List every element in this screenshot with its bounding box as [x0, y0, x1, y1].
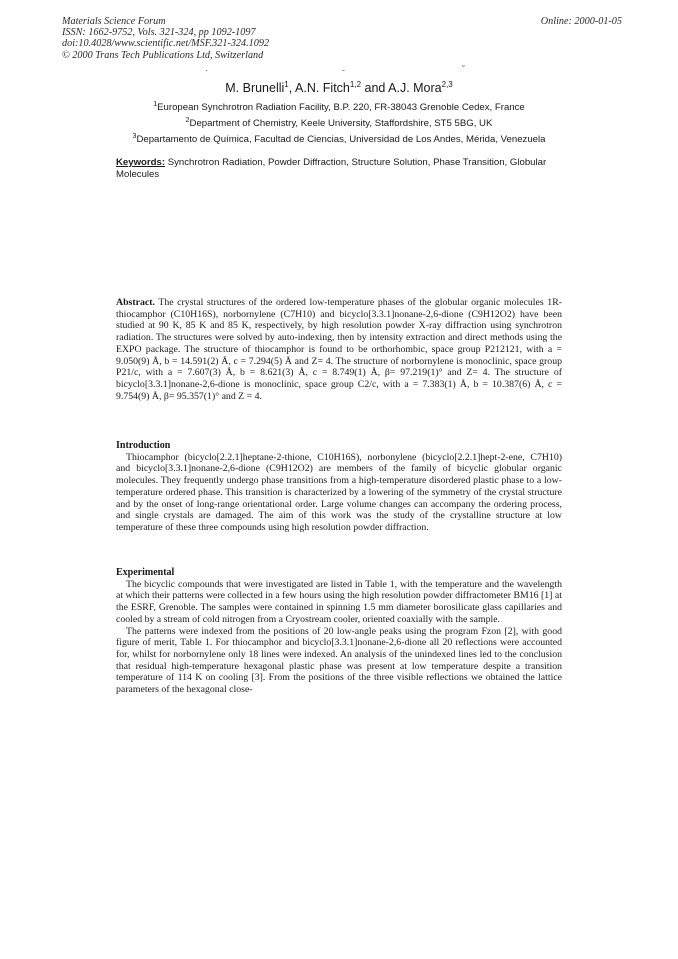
author-fitch: , A.N. Fitch	[288, 81, 350, 96]
author-brunelli: M. Brunelli	[225, 81, 285, 96]
journal-header	[62, 16, 622, 61]
author-mora: and A.J. Mora	[361, 81, 442, 96]
keywords-block	[116, 157, 562, 180]
experimental-paragraph-2: The patterns were indexed from the positions of 20 low-angle peaks using the program Fzon [2], with good figure of merit, Table 1. For thiocamphor and bicyclo[3.3.1]nonane-2,6-dione all 20 reflections were accounted for, whilst for norbornylene only 18 lines were indexed. An analysis of the unindexed lines led to the conclusion that residual high-temperature hexagonal plastic phase was present at low temperature despite a transition temperature of 114 K on cooling [3]. From the positions of the three visible reflections we obtained the lattice parameters of the hexagonal close-	[116, 625, 562, 696]
experimental-paragraph-1: The bicyclic compounds that were investigated are listed in Table 1, with the temperature and the wavelength at which their patterns were collected in a few hours using the high resolution powder diffractometer BM16 [1] at the ESRF, Grenoble. The samples were contained in spinning 1.5 mm diameter borosilicate glass capillaries and cooled by a stream of cold nitrogen from a Cryostream cooler, oriented coaxially with the sample.	[116, 578, 562, 625]
keywords-label: Keywords:	[116, 157, 166, 168]
affiliation-1: $^1$European Synchrotron Radiation Facility, B.P. 220, FR-38043 Grenoble Cedex, France	[153, 101, 525, 114]
journal-name: Materials Science Forum	[62, 16, 166, 27]
copyright-line: © 2000 Trans Tech Publications Ltd, Switzerland	[62, 49, 264, 61]
affiliation-2: $^2$Department of Chemistry, Keele University, Staffordshire, ST5 5BG, UK	[185, 117, 493, 130]
experimental-section	[116, 567, 562, 696]
introduction-section	[116, 440, 562, 534]
affiliation-3: $^3$Departamento de Química, Facultad de Ciencias, Universidad de Los Andes, Mérida, Venezuela	[132, 133, 546, 146]
keywords-text: Synchrotron Radiation, Powder Diffraction, Structure Solution, Phase Transition, Globular Molecules	[116, 157, 547, 180]
cut-off-mark-left: ·	[205, 65, 208, 75]
abstract-text: The crystal structures of the ordered low-temperature phases of the globular organic molecules 1R-thiocamphor (C10H16S), norbornylene (C7H10) and bicyclo[3.3.1]nonane-2,6-dione (C9H12O2) have been studied at 90 K, 85 K and 85 K, respectively, by high resolution powder X-ray diffraction using synchrotron radiation. The structures were solved by auto-indexing, then by intensity extraction and direct methods using the EXPO package. The structure of thiocamphor is found to be orthorhombic, space group P212121, with a = 9.050(9) Å, b = 14.591(2) Å, c = 7.294(5) Å and Z= 4. The structure of norbornylene is monoclinic, space group P21/c, with a = 7.607(3) Å, b = 8.621(3) Å, c = 8.749(1) Å, β= 97.219(1)° and Z= 4. The structure of bicyclo[3.3.1]nonane-2,6-dione is monoclinic, space group C2/c, with a = 7.383(1) Å, b = 10.387(6) Å, c = 9.754(9) Å, β= 95.357(1)° and Z = 4.	[116, 297, 562, 402]
doi-line[interactable]: doi:10.4028/www.scientific.net/MSF.321-324.1092	[62, 38, 270, 50]
introduction-title: Introduction	[116, 440, 171, 451]
issn-line: ISSN: 1662-9752, Vols. 321-324, pp 1092-1097	[62, 27, 256, 39]
cut-off-mark-center: -	[342, 65, 345, 75]
author-line: M. Brunelli$^1$, A.N. Fitch$^{1,2}$ and A.J. Mora$^{2,3}$	[225, 80, 453, 96]
introduction-text: Thiocamphor (bicyclo[2.2.1]heptane-2-thione, C10H16S), norbonylene (bicyclo[2.2.1]hept-2-ene, C7H10) and bicyclo[3.3.1]nonane-2,6-dione (C9H12O2) are members of the family of bicyclic globular organic molecules. They frequently undergo phase transitions from a high-temperature disordered plastic phase to a low-temperature ordered phase. This transition is characterized by a lowering of the symmetry of the crystal structure and by the onset of long-range orientational order. Large volume changes can accompany the ordering process, and single crystals are damaged. The aim of this work was the study of the crystalline structure at low temperature of these three compounds using high resolution powder diffraction.	[116, 451, 562, 533]
abstract-block	[116, 297, 562, 402]
online-date: Online: 2000-01-05	[540, 16, 622, 27]
abstract-label: Abstract.	[116, 297, 155, 308]
cut-off-mark-right: ˘	[462, 64, 465, 74]
experimental-title: Experimental	[116, 567, 175, 578]
